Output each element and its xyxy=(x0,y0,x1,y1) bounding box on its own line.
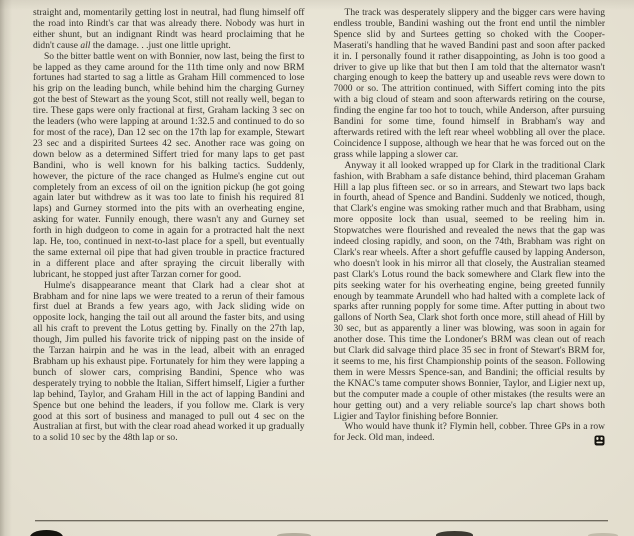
right-column xyxy=(334,8,606,444)
left-column xyxy=(33,8,305,444)
body-text: Anyway it all looked wrapped up for Clark in the traditional Clark fashion, with Brabham a safe distance behind, third placeman Graham Hill a lap plus fifteen sec. or so in arrears, and Stewart two laps back in fourth, ahead of Spence and Bandini. Suddenly we noticed, though, that Clark's engine was smoking rather much and that Brabham, using more opposite lock than usual, seemed to be reeling him in. Stopwatches were flourished and revealed the news that the gap was indeed closing rapidly, and soon, on the 74th, Brabham was right on Clark's rear wheels. After a short gefuffle caused by lapping Anderson, who doesn't look in his mirror all that closely, the Australian steamed past Clark's Lotus round the back somewhere and Clark flew into the pits seeking water for his overheating engine, being greeted funnily enough by teammate Arundell who had halted with a complete lack of sparks after running popply for some time. After putting in about two gallons of North Sea, Clark shot forth once more, still ahead of Hill by 30 sec, but as apparently a liner was blowing, was soon in again for another dose. This time the Londoner's BRM was clean out of reach but Clark did salvage third place 35 sec in front of Stewart's BRM for, it seems to me, his first Championship points of the season. Following them in were Messrs Spence-san, and Bandini; the official results by the KNAC's tame computer shows Bonnier, Taylor, and Ligier next up, but the computer made a couple of other mistakes (the results were an hour getting out) and a very reliable source's lap chart shows both Ligier and Taylor finishing before Bonnier. xyxy=(333,160,605,422)
body-text: straight and, momentarily getting lost in neutral, had flung himself off the road into Rindt's car that was already there. Nobody was hurt in either shunt, but an indignant Rindt was heard proclaiming that he didn't cause xyxy=(33,8,305,51)
footer-rule xyxy=(35,520,608,521)
body-text: So the bitter battle went on with Bonnier, now last, being the first to be lapped as they came around for the 11th time only and now BRM fortunes had started to sag a little as Graham Hill commenced to lose his grip on the leading bunch, while behind him the charging Gurney got the best of Stewart as the young Scot, still not really well, began to tire. These gaps were only fractional at first, Graham lacking 3 sec on the leaders (who were lapping at around 1:32.5 and continued to do so for most of the race), Dan 12 sec on the 17th lap for example, Stewart 23 sec and a dispirited Surtees 42 sec. Another race was going on down below as a determined Siffert tried for many laps to get past Bandini, who is well known for his balking tactics. Suddenly, however, the picture of the race changed as Hulme's engine cut out completely from an excess of oil on the ignition pickup (he got going again later but withdrew as it was too late to finish his required 81 laps) and Gurney stormed into the pits with an overheating engine, asking for water. Funnily enough, there wasn't any and Gurney set forth in high dudgeon to come in again for a protracted halt the next lap. He, too, continued in next-to-last place for a spell, but eventually the same external oil pipe that had given trouble in practice fractured in a different place and after spraying the circuit liberally with lubricant, he stopped just after Tarzan corner for good. xyxy=(33,51,305,280)
body-text: Who would have thunk it? Flymin hell, cobber. Three GPs in a row for Jeck. Old man, indeed. xyxy=(333,422,605,444)
next-section-photo-edge xyxy=(436,531,473,536)
paragraph xyxy=(33,281,305,445)
italic-text: all xyxy=(80,40,91,51)
body-text: The track was desperately slippery and the bigger cars were having endless trouble, Bandini washing out the front end until the nimbler Spence slid by and Surtees getting so choked with the Cooper-Maserati's handling that he waved Bandini past and soon after packed it in. I personally found it rather disappointing, as John is too good a driver to give up like that but then I am told that the alternator wasn't charging enough to keep the battery up and useable revs were down to 7000 or so. The attrition continued, with Siffert coming into the pits with a big cloud of steam and soon afterwards retiring on the course, finding the engine far too hot to touch, while Anderson, after pursuing Bandini for some time, found himself in Brabham's way and afterwards retired with the left rear wheel wobbling all over the place. Coincidence I suppose, although we hear that he was forced out on the grass while lapping a slower car. xyxy=(333,8,605,160)
paragraph xyxy=(33,8,305,52)
end-of-article-car-icon xyxy=(594,435,605,446)
body-text: the damage. . .just one little upright. xyxy=(90,40,231,51)
paragraph xyxy=(334,161,606,423)
paragraph xyxy=(33,52,305,281)
body-text: Hulme's disappearance meant that Clark had a clear shot at Brabham and for nine laps we were treated to a rerun of their famous first duel at Brands a few years ago, with Jack sliding wide on opposite lock, hanging the tail out all around the faster bits, and using all his craft to prevent the Lotus getting by. Finally on the 27th lap, though, Jim pulled his favorite trick of nipping past on the inside of the Tarzan hairpin and he was in the lead, albeit with an enraged Brabham up his exhaust pipe. Fortunately for him they were lapping a bunch of slower cars, comprising Bandini, Spence who was desperately trying to nobble the Italian, Siffert himself, Ligier a further lap behind, Taylor, and Graham Hill in the act of lapping Bandini and Spence but one behind the leaders, if you follow me. Clark is very good at this sort of business and managed to pull out 4 sec on the Australian at first, but with the clear road ahead worked it up gradually to a solid 10 sec by the 48th lap or so. xyxy=(33,280,305,444)
article-body xyxy=(33,8,605,444)
next-section-photo-edge xyxy=(30,530,63,536)
paragraph xyxy=(334,8,606,161)
paragraph xyxy=(334,422,606,444)
